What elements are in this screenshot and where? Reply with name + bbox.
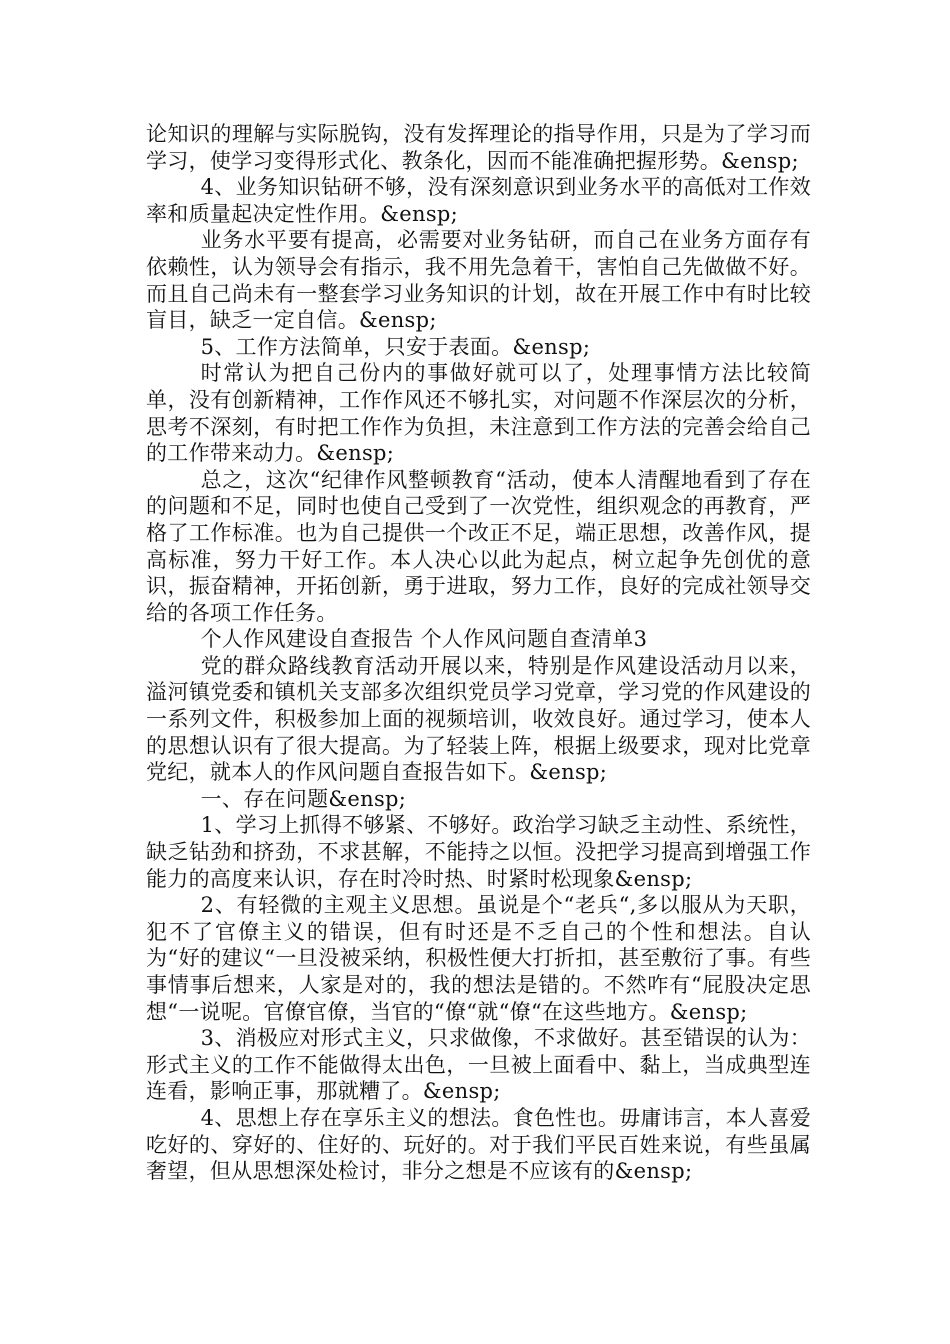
paragraph-1: 论知识的理解与实际脱钩，没有发挥理论的指导作用，只是为了学习而学习，使学习变得形式化、教条化，因而不能准确把握形势。&ensp;: [146, 122, 811, 173]
document-body: [146, 121, 811, 1185]
paragraph-4: 5、工作方法简单，只安于表面。&ensp;: [200, 334, 591, 359]
paragraph-2: 4、业务知识钻研不够，没有深刻意识到业务水平的高低对工作效率和质量起决定性作用。&ensp;: [146, 175, 811, 226]
section-title: 个人作风建设自查报告 个人作风问题自查清单3: [200, 627, 648, 652]
paragraph-12: 3、消极应对形式主义，只求做像，不求做好。甚至错误的认为：形式主义的工作不能做得太出色，一旦被上面看中、黏上，当成典型连连看，影响正事，那就糟了。&ensp;: [146, 1026, 811, 1104]
paragraph-8: 党的群众路线教育活动开展以来，特别是作风建设活动月以来，溢河镇党委和镇机关支部多次组织党员学习党章，学习党的作风建设的一系列文件，积极参加上面的视频培训，收效良好。通过学习，使本人的思想认识有了很大提高。为了轻装上阵，根据上级要求，现对比党章党纪，就本人的作风问题自查报告如下。&ensp;: [146, 653, 811, 785]
paragraph-3: 业务水平要有提高，必需要对业务钻研，而自己在业务方面存有依赖性，认为领导会有指示，我不用先急着干，害怕自己先做做不好。而且自己尚未有一整套学习业务知识的计划，故在开展工作中有时比较盲目，缺乏一定自信。&ensp;: [146, 228, 811, 333]
paragraph-5: 时常认为把自己份内的事做好就可以了，处理事情方法比较简单，没有创新精神，工作作风还不够扎实，对问题不作深层次的分析，思考不深刻，有时把工作作为负担，未注意到工作方法的完善会给自己的工作带来动力。&ensp;: [146, 361, 811, 466]
paragraph-6: 总之，这次“纪律作风整顿教育“活动，使本人清醒地看到了存在的问题和不足，同时也使自己受到了一次党性，组织观念的再教育，严格了工作标准。也为自己提供一个改正不足，端正思想，改善作风，提高标准，努力干好工作。本人决心以此为起点，树立起争先创优的意识，振奋精神，开拓创新，勇于进取，努力工作，良好的完成社领导交给的各项工作任务。: [146, 467, 811, 625]
paragraph-11: 2、有轻微的主观主义思想。虽说是个“老兵“,多以服从为天职，犯不了官僚主义的错误，但有时还是不乏自己的个性和想法。自认为“好的建议“一旦没被采纳，积极性便大打折扣，甚至敷衍了事。有些事情事后想来，人家是对的，我的想法是错的。不然咋有“屁股决定思想“一说呢。官僚官僚，当官的“僚“就“僚“在这些地方。&ensp;: [146, 893, 811, 1024]
section-heading: 一、存在问题&ensp;: [200, 786, 407, 811]
paragraph-10: 1、学习上抓得不够紧、不够好。政治学习缺乏主动性、系统性，缺乏钻劲和挤劲，不求甚解，不能持之以恒。没把学习提高到增强工作能力的高度来认识，存在时冷时热、时紧时松现象&ensp;: [146, 813, 811, 891]
paragraph-13: 4、思想上存在享乐主义的想法。食色性也。毋庸讳言，本人喜爱吃好的、穿好的、住好的、玩好的。对于我们平民百姓来说，有些虽属奢望，但从思想深处检讨，非分之想是不应该有的&ensp;: [146, 1105, 811, 1184]
